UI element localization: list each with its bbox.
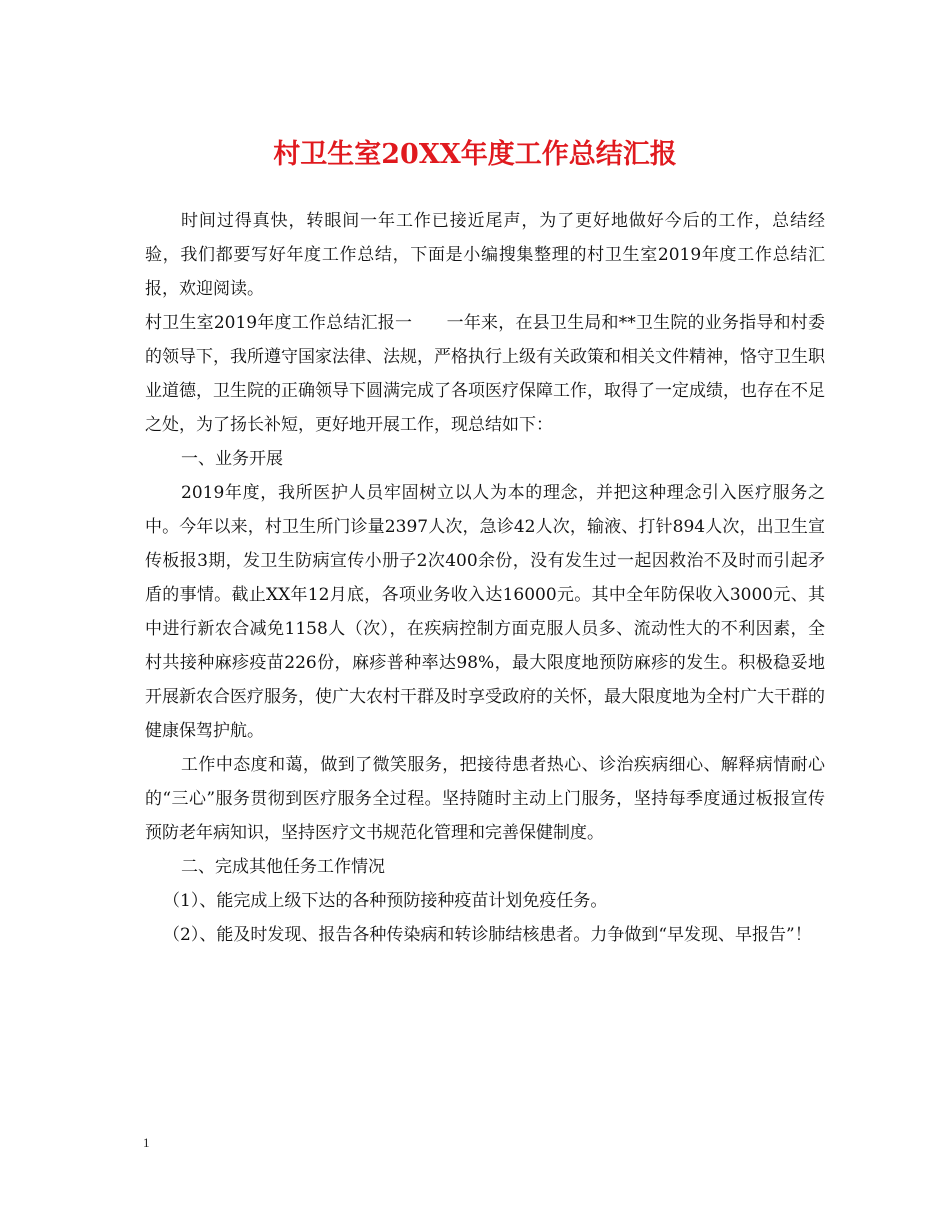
section-heading-business: 一、业务开展 [181, 449, 283, 469]
section-heading-other-tasks: 二、完成其他任务工作情况 [181, 857, 385, 877]
page-number: 1 [143, 1135, 150, 1150]
report-opening-paragraph: 村卫生室2019年度工作总结汇报一 一年来，在县卫生局和**卫生院的业务指导和村委的领导下，我所遵守国家法律、法规，严格执行上级有关政策和相关文件精神，恪守卫生职业道德，卫生院的正确领导下圆满完成了各项医疗保障工作，取得了一定成绩，也存在不足之处，为了扬长补短，更好地开展工作，现总结如下： [145, 313, 825, 435]
document-title: 村卫生室20XX年度工作总结汇报 [273, 139, 677, 170]
service-attitude-paragraph: 工作中态度和蔼，做到了微笑服务，把接待患者热心、诊治疾病细心、解释病情耐心的“三心”服务贯彻到医疗服务全过程。坚持随时主动上门服务，坚持每季度通过板报宣传预防老年病知识，坚持医疗文书规范化管理和完善保健制度。 [145, 755, 825, 843]
intro-paragraph: 时间过得真快，转眼间一年工作已接近尾声，为了更好地做好今后的工作，总结经验，我们都要写好年度工作总结，下面是小编搜集整理的村卫生室2019年度工作总结汇报，欢迎阅读。 [145, 211, 825, 299]
task-item-2: （2）、能及时发现、报告各种传染病和转诊肺结核患者。力争做到“早发现、早报告”！ [163, 925, 812, 945]
task-item-1: （1）、能完成上级下达的各种预防接种疫苗计划免疫任务。 [163, 891, 608, 911]
document-body [145, 204, 825, 952]
business-paragraph: 2019年度，我所医护人员牢固树立以人为本的理念，并把这种理念引入医疗服务之中。今年以来，村卫生所门诊量2397人次，急诊42人次，输液、打针894人次，出卫生宣传板报3期，发卫生防病宣传小册子2次400余份，没有发生过一起因救治不及时而引起矛盾的事情。截止XX年12月底，各项业务收入达16000元。其中全年防保收入3000元、其中进行新农合减免1158人（次），在疾病控制方面克服人员多、流动性大的不利因素，全村共接种麻疹疫苗226份，麻疹普种率达98%，最大限度地预防麻疹的发生。积极稳妥地开展新农合医疗服务，使广大农村干群及时享受政府的关怀，最大限度地为全村广大干群的健康保驾护航。 [145, 483, 825, 741]
